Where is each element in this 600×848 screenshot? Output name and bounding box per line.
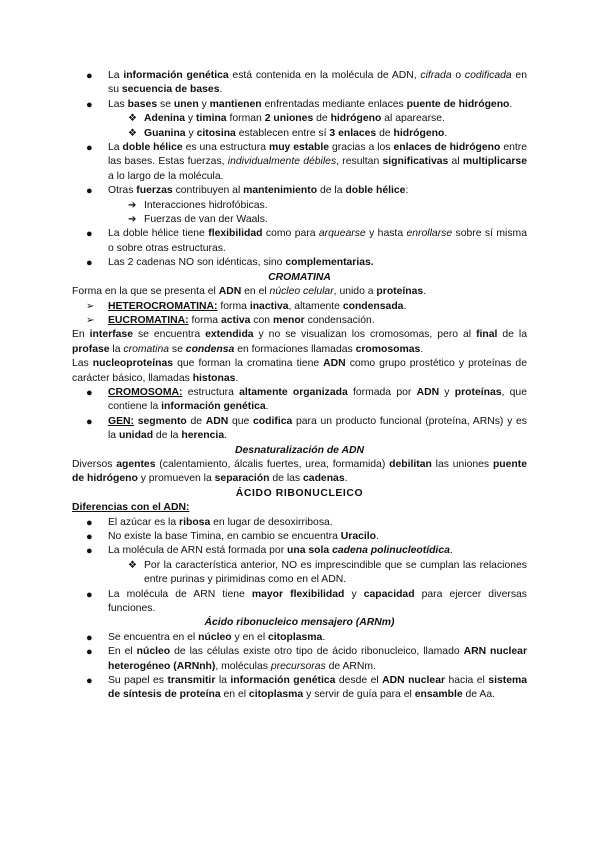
list-item-text xyxy=(108,142,527,182)
intro-list xyxy=(72,69,527,271)
text-run: con xyxy=(250,314,273,326)
text-run: de la xyxy=(497,329,527,341)
text-run: y hasta xyxy=(365,228,407,240)
text-run: hidrógeno xyxy=(393,127,445,139)
text-run: Diversos xyxy=(72,458,117,470)
text-run: ADN nuclear xyxy=(382,675,446,687)
sublist xyxy=(108,199,527,228)
sub-item-text xyxy=(144,200,268,211)
text-run: cadena polinucleotídica xyxy=(332,545,450,557)
sub-item xyxy=(72,559,527,588)
text-run: cadenas xyxy=(303,473,345,485)
text-run: núcleo xyxy=(136,646,171,658)
text-run: muy estable xyxy=(268,142,330,154)
text-run: codifica xyxy=(253,415,293,427)
text-run: cromatina xyxy=(123,343,170,355)
text-run: . xyxy=(265,401,269,413)
list-item-text xyxy=(108,387,527,412)
text-run: La molécula de ARN está formada por xyxy=(108,545,288,557)
text-run: capacidad xyxy=(363,588,415,600)
list-item xyxy=(72,386,527,415)
text-run: final xyxy=(476,329,498,341)
list-item-text xyxy=(108,675,527,700)
text-run: para un producto funcional (proteína, ARNs) y es la xyxy=(108,415,527,442)
text-run: . xyxy=(420,343,424,355)
text-run: condensa xyxy=(185,343,235,355)
text-run: forman xyxy=(226,113,265,125)
bullet-icon: ● xyxy=(86,98,93,111)
text-run: . xyxy=(235,372,239,384)
arrow-right-icon: ➔ xyxy=(128,199,137,211)
text-run: que xyxy=(228,415,254,427)
text-run: para ejercer diversas funciones. xyxy=(108,588,527,615)
text-run: CROMOSOMA: xyxy=(108,386,183,398)
text-run: y xyxy=(439,386,455,398)
text-run: como grupo prostético y proteínas de carácter básico, llamadas xyxy=(72,358,527,384)
sub-item xyxy=(72,199,527,213)
text-run: multiplicarse xyxy=(462,156,527,168)
list-item-text xyxy=(108,70,527,95)
list-item-text xyxy=(108,257,374,268)
desnaturalizacion-heading: Desnaturalización de ADN xyxy=(235,444,364,456)
arrow-right-icon: ➔ xyxy=(128,214,137,226)
list-item-text xyxy=(108,632,325,643)
list-item xyxy=(72,631,527,645)
text-run: GEN: xyxy=(108,415,134,427)
bullet-icon: ● xyxy=(86,228,93,241)
bullet-icon: ● xyxy=(86,675,93,688)
cromatina-paragraph xyxy=(72,357,527,386)
list-item xyxy=(72,141,527,184)
text-run: debilitan xyxy=(389,458,432,470)
text-run: herencia xyxy=(181,430,225,442)
text-run: formada por xyxy=(347,386,417,398)
text-run: . xyxy=(224,430,227,442)
text-run: , altamente xyxy=(288,300,343,312)
text-run: en lugar de desoxirribosa. xyxy=(210,516,333,528)
text-run: Interacciones hidrofóbicas. xyxy=(144,199,268,211)
text-run: en su xyxy=(108,70,527,96)
list-item-text xyxy=(108,228,527,253)
text-run: menor xyxy=(272,314,305,326)
text-run: ADN xyxy=(323,358,346,370)
text-run: extendida xyxy=(205,329,254,341)
text-run: , que contiene la xyxy=(108,386,527,413)
text-run: Adenina xyxy=(144,113,185,125)
cromatina-defs-list xyxy=(72,386,527,444)
text-run: . xyxy=(322,631,326,643)
text-run: No existe la base Timina, en cambio se encuentra xyxy=(108,531,341,542)
text-run: ensamble xyxy=(414,689,463,701)
list-item-text xyxy=(108,99,512,110)
text-run: citoplasma xyxy=(268,631,323,643)
text-run: la xyxy=(215,675,231,687)
text-run: y en el xyxy=(231,631,269,643)
text-run: hacia el xyxy=(445,675,489,687)
arn-list xyxy=(72,516,527,617)
text-run: significativas xyxy=(382,156,449,168)
text-run: Las xyxy=(72,358,93,370)
text-run: y promueven la xyxy=(137,473,215,485)
text-run: 3 enlaces xyxy=(329,127,377,139)
text-run: 2 uniones xyxy=(264,113,314,125)
list-item xyxy=(72,415,527,444)
text-run: de xyxy=(376,127,394,139)
text-run: Fuerzas de van der Waals. xyxy=(144,214,268,226)
text-run: Se encuentra en el xyxy=(108,631,199,643)
text-run: se encuentra xyxy=(133,329,206,341)
text-run: activa xyxy=(220,314,251,326)
text-run: ADN xyxy=(205,415,229,427)
text-run: La molécula de ARN tiene xyxy=(108,588,252,600)
text-run: , unido a xyxy=(333,286,377,298)
text-run: en formaciones llamadas xyxy=(234,343,356,355)
list-item-text xyxy=(108,315,375,326)
text-run: información genética xyxy=(161,401,266,413)
triangle-arrow-icon: ➢ xyxy=(86,314,95,326)
text-run: Las xyxy=(108,98,128,110)
text-run: El azúcar es la xyxy=(108,516,180,528)
text-run: que forman la cromatina tiene xyxy=(173,358,324,370)
text-run: Uracilo xyxy=(340,531,376,542)
text-run: timina xyxy=(195,113,227,125)
text-run: fuerzas xyxy=(136,185,173,197)
sub-item-text xyxy=(144,214,268,225)
text-run: núcleo celular xyxy=(269,286,334,298)
diferencias-heading: Diferencias con el ADN: xyxy=(72,502,190,514)
text-run: desde el xyxy=(335,675,383,687)
text-run: entre las bases. Estas fuerzas, xyxy=(108,142,528,168)
text-run: . xyxy=(509,98,513,110)
text-run: separación xyxy=(214,473,270,485)
text-run: establecen entre sí xyxy=(235,127,330,139)
text-run: individualmente débiles xyxy=(227,156,337,168)
text-run: de xyxy=(313,113,331,125)
text-run: forma xyxy=(217,300,250,312)
text-run: y servir de guía para el xyxy=(303,689,415,701)
sublist xyxy=(108,112,527,141)
text-run: En xyxy=(72,329,90,341)
text-run: Las 2 cadenas NO son idénticas, sino xyxy=(108,257,286,269)
text-run: ARN nuclear heterogéneo (ARNnh) xyxy=(108,646,527,672)
text-run: inactiva xyxy=(249,300,289,312)
text-run: . xyxy=(403,300,407,312)
text-run: arquearse xyxy=(318,228,366,240)
diamond-icon: ❖ xyxy=(128,559,137,571)
text-run: proteínas xyxy=(454,386,502,398)
list-item xyxy=(72,256,527,270)
bullet-icon: ● xyxy=(86,531,93,543)
text-run: se xyxy=(157,98,174,110)
list-item-text xyxy=(108,517,333,528)
list-item-text xyxy=(108,185,408,196)
list-item-text xyxy=(108,545,453,556)
text-run: las uniones xyxy=(431,458,493,470)
text-run: . xyxy=(449,545,453,557)
list-item xyxy=(72,544,527,587)
text-run: ADN xyxy=(218,286,242,298)
bullet-icon: ● xyxy=(86,415,93,428)
text-run: La xyxy=(108,70,124,81)
list-item xyxy=(72,674,527,703)
arnm-heading: Ácido ribonucleico mensajero (ARNm) xyxy=(204,617,395,629)
text-run: Su papel es xyxy=(108,675,168,687)
text-run: estructura xyxy=(182,386,240,398)
text-run: . xyxy=(344,473,348,485)
list-item xyxy=(72,300,527,314)
text-run: de la xyxy=(153,430,182,442)
text-run: secuencia de bases xyxy=(121,84,220,96)
text-run: unen xyxy=(173,98,199,110)
document-content xyxy=(72,69,527,703)
sub-item-text xyxy=(144,113,445,124)
sub-item xyxy=(72,213,527,227)
bullet-icon: ● xyxy=(86,631,93,644)
text-run: Forma en la que se presenta el xyxy=(72,286,219,298)
text-run: a lo largo de la molécula. xyxy=(108,170,224,182)
list-item-text xyxy=(108,416,527,441)
cromatina-intro xyxy=(72,285,527,299)
text-run: . xyxy=(219,84,223,96)
text-run: o xyxy=(451,70,465,81)
bullet-icon: ● xyxy=(86,545,93,558)
text-run: mayor flexibilidad xyxy=(251,588,345,600)
text-run: en el xyxy=(241,286,270,298)
bullet-icon: ● xyxy=(86,386,93,399)
text-run: de las xyxy=(269,473,304,485)
text-run: . xyxy=(423,286,427,298)
list-item-text xyxy=(108,531,379,542)
text-run: y xyxy=(198,98,210,110)
text-run: Por la característica anterior, NO es imprescindible que se cumplan las relaciones entre purinas y pirimidinas como en el ADN. xyxy=(144,559,527,586)
text-run: de Aa. xyxy=(462,689,495,701)
text-run: contribuyen al xyxy=(172,185,244,197)
text-run: está contenida en la molécula de ADN, xyxy=(228,70,421,81)
list-item-text xyxy=(108,589,527,614)
text-run: profase xyxy=(72,343,110,355)
list-item xyxy=(72,588,527,617)
triangle-arrow-icon: ➢ xyxy=(86,300,95,312)
text-run: EUCROMATINA: xyxy=(108,314,189,326)
text-run: condensada xyxy=(342,300,404,312)
text-run: La doble hélice tiene xyxy=(108,228,209,240)
text-run: mantenimiento xyxy=(243,185,318,197)
list-item-text xyxy=(108,646,527,671)
text-run: la xyxy=(109,343,124,355)
text-run: doble hélice xyxy=(122,142,183,154)
text-run: histonas xyxy=(192,372,236,384)
sub-item xyxy=(72,127,527,141)
text-run: En el xyxy=(108,646,137,658)
text-run: de ARNm. xyxy=(325,660,376,672)
text-run: hidrógeno xyxy=(330,113,382,125)
text-run: puente de hidrógeno xyxy=(72,458,527,485)
list-item xyxy=(72,98,527,141)
cromatina-paragraph xyxy=(72,328,527,357)
list-item xyxy=(72,516,527,530)
bullet-icon: ● xyxy=(86,257,93,270)
bullet-icon: ● xyxy=(86,516,93,529)
text-run: La xyxy=(108,142,123,154)
text-run: precursoras xyxy=(270,660,326,672)
text-run: gracias a los xyxy=(329,142,394,154)
text-run: forma xyxy=(188,314,221,326)
text-run: . xyxy=(376,531,379,542)
sub-item-text xyxy=(144,560,527,585)
text-run: ribosa xyxy=(179,516,211,528)
text-run: se xyxy=(169,343,186,355)
text-run: y xyxy=(344,588,364,600)
desnaturalizacion-text xyxy=(72,458,527,487)
text-run: codificada xyxy=(464,70,512,81)
cromatina-heading: CROMATINA xyxy=(268,271,331,283)
arn-heading: ÁCIDO RIBONUCLEICO xyxy=(235,487,364,499)
text-run: , moléculas xyxy=(215,660,271,672)
text-run: doble hélice xyxy=(345,185,406,197)
list-item xyxy=(72,184,527,227)
text-run: interfase xyxy=(89,329,133,341)
text-run: ADN xyxy=(416,386,440,398)
sub-item xyxy=(72,112,527,126)
text-run: citosina xyxy=(196,127,236,139)
bullet-icon: ● xyxy=(86,588,93,601)
text-run: al xyxy=(448,156,463,168)
bullet-icon: ● xyxy=(86,70,93,82)
text-run: como para xyxy=(262,228,319,240)
list-item-text xyxy=(108,301,406,312)
text-run: enrollarse xyxy=(406,228,453,240)
list-item xyxy=(72,645,527,674)
text-run: sobre sí misma o sobre otras estructuras. xyxy=(108,228,527,254)
bullet-icon: ● xyxy=(86,646,93,659)
list-item xyxy=(72,530,527,544)
text-run: una sola xyxy=(287,545,330,557)
text-run: sistema de síntesis de proteína xyxy=(108,675,527,701)
text-run: Otras xyxy=(108,185,137,197)
list-item xyxy=(72,69,527,98)
text-run: altamente organizada xyxy=(239,386,348,398)
text-run: y xyxy=(185,127,197,139)
sub-item-text xyxy=(144,128,447,139)
diamond-icon: ❖ xyxy=(128,113,137,125)
text-run: : xyxy=(405,185,409,197)
diamond-icon: ❖ xyxy=(128,127,137,139)
text-run: de la xyxy=(317,185,346,197)
text-run: , resultan xyxy=(336,156,383,168)
text-run: Guanina xyxy=(144,127,186,139)
text-run: de xyxy=(186,415,206,427)
text-run: proteínas xyxy=(376,286,424,298)
text-run: segmento xyxy=(137,415,187,427)
text-run: de las células existe otro tipo de ácido ribonucleico, llamado xyxy=(170,646,464,658)
text-run: . xyxy=(444,127,448,139)
text-run: cifrada xyxy=(420,70,452,81)
text-run: puente de hidrógeno xyxy=(406,98,510,110)
text-run: agentes xyxy=(116,458,156,470)
text-run: información genética xyxy=(123,70,229,81)
text-run: complementarias. xyxy=(285,257,374,269)
list-item xyxy=(72,314,527,328)
text-run: enlaces de hidrógeno xyxy=(393,142,501,154)
text-run: mantienen xyxy=(209,98,262,110)
text-run: transmitir xyxy=(167,675,216,687)
text-run: y xyxy=(185,113,196,125)
arnm-list xyxy=(72,631,527,703)
text-run: bases xyxy=(127,98,158,110)
text-run: (calentamiento, álcalis fuertes, urea, formamida) xyxy=(155,458,390,470)
text-run: HETEROCROMATINA: xyxy=(108,300,218,312)
text-run: condensación. xyxy=(304,314,375,326)
sublist xyxy=(108,559,527,588)
text-run: es una estructura xyxy=(182,142,269,154)
text-run: enfrentadas mediante enlaces xyxy=(261,98,407,110)
text-run: nucleoproteínas xyxy=(92,358,174,370)
text-run: flexibilidad xyxy=(208,228,263,240)
cromatina-types-list xyxy=(72,300,527,329)
text-run: información genética xyxy=(230,675,336,687)
text-run: cromosomas xyxy=(355,343,421,355)
bullet-icon: ● xyxy=(86,142,93,155)
text-run: citoplasma xyxy=(248,689,304,701)
text-run: en el xyxy=(220,689,249,701)
text-run: al aparearse. xyxy=(381,113,445,125)
text-run: núcleo xyxy=(198,631,232,643)
text-run: unidad xyxy=(118,430,154,442)
list-item xyxy=(72,227,527,256)
text-run: y no se visualizan los cromosomas, pero al xyxy=(253,329,477,341)
bullet-icon: ● xyxy=(86,185,93,198)
